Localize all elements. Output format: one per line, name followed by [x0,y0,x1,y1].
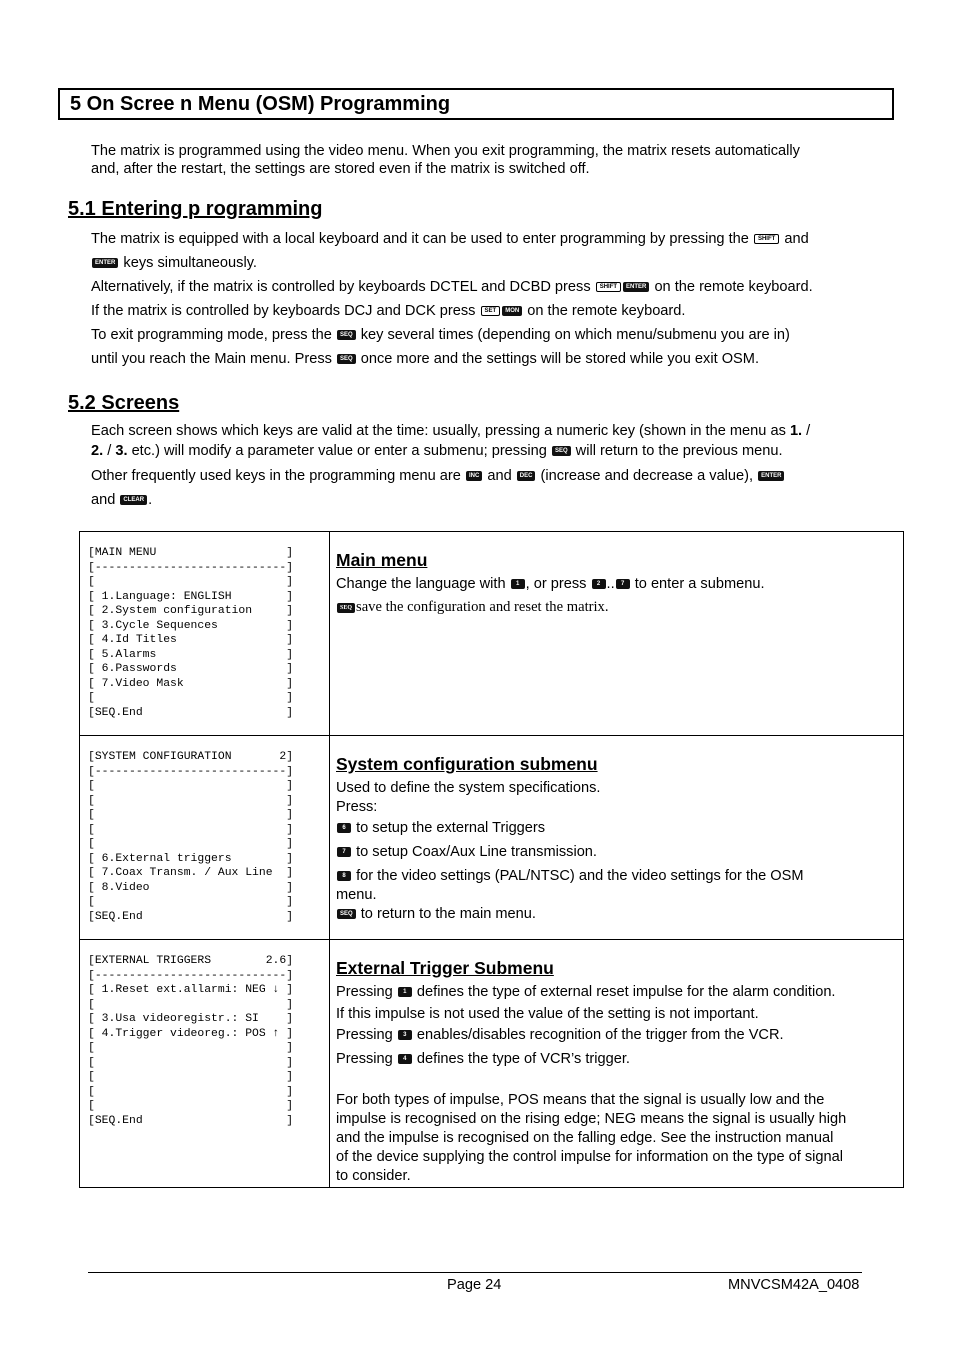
intro-line-1: The matrix is programmed using the video menu. When you exit programming, the matrix resets automatically [91,143,800,159]
row-line: If this impulse is not used the value of the setting is not important. [336,1006,759,1022]
shift-key-icon: SHIFT [596,282,621,292]
s51-line-1 [91,230,809,248]
text: for the video settings (PAL/NTSC) and the video settings for the OSM [356,868,804,884]
screen-cell [80,532,330,736]
text: on the remote keyboard. [527,303,686,319]
text: Each screen shows which keys are valid at the time: usually, pressing a numeric key (shown in the menu as [91,423,790,439]
enter-key-icon: ENTER [623,282,649,292]
row-line [336,1050,897,1069]
table-row [80,940,904,1188]
text: to setup the external Triggers [356,820,546,836]
enter-key-icon: ENTER [758,471,784,481]
s52-line-1 [91,422,810,440]
row-line: of the device supplying the control impulse for information on the type of signal [336,1149,844,1165]
shift-key-icon: SHIFT [754,234,779,244]
s52-line-3 [91,467,785,485]
row-line: Press: [336,799,378,815]
seq-key-icon: SEQ [337,354,356,364]
heading-5-1: 5.1 Entering p rogramming [68,198,323,220]
system-configuration-screen: [SYSTEM CONFIGURATION 2] [----------------------------] [ ] [ ] [ ] [ ] [ ] [ 6.External triggers ] [ 7.Coax Transm. / Aux Line ] [ 8.Video ] [ ] [SEQ.End ] [88,751,294,923]
text: and [487,468,512,484]
row-line: and the impulse is recognised on the falling edge. See the instruction manual [336,1130,834,1146]
text: Pressing [336,1027,393,1043]
text: Alternatively, if the matrix is controlled by keyboards DCTEL and DCBD press [91,279,591,295]
s51-line-2 [91,254,257,272]
s52-line-2 [91,442,783,460]
text: enables/disables recognition of the trigger from the VCR. [416,1027,784,1043]
row-title: System configuration submenu [336,754,598,774]
s52-line-4 [91,491,152,509]
text: etc.) will modify a parameter value or enter a submenu; pressing [127,443,547,459]
clear-key-icon: CLEAR [120,495,147,505]
s51-line-3 [91,278,813,296]
set-key-icon: SET [481,306,501,316]
text: to return to the main menu. [360,906,536,922]
text: (increase and decrease a value), [540,468,754,484]
key-6-icon: 6 [337,823,351,833]
text: to enter a submenu. [634,576,765,592]
seq-key-icon: SEQ [552,446,571,456]
row-line: For both types of impulse, POS means that the signal is usually low and the [336,1092,825,1108]
text: save the configuration and reset the matrix. [356,599,609,615]
screen-cell [80,736,330,940]
text: to setup Coax/Aux Line transmission. [356,844,597,860]
document-code: MNVCSM42A_0408 [728,1277,860,1293]
key-7-icon: 7 [616,579,630,589]
text: The matrix is equipped with a local keyboard and it can be used to enter programming by pressing the [91,231,749,247]
row-line: menu. [336,887,377,903]
s51-line-6 [91,350,759,368]
text: will return to the previous menu. [575,443,783,459]
text: .. [606,576,615,592]
text: keys simultaneously. [123,255,257,271]
text: 2. [91,443,104,459]
table-row [80,532,904,736]
row-line [336,867,897,886]
text: Pressing [336,984,393,1000]
table-row [80,736,904,940]
row-line [336,905,897,924]
key-1-icon: 1 [511,579,525,589]
seq-key-icon: SEQ [337,909,356,919]
text: / [103,443,116,459]
text: 3. [115,443,128,459]
row-title: External Trigger Submenu [336,958,554,978]
section-heading [58,88,894,120]
intro-line-2: and, after the restart, the settings are stored even if the matrix is switched off. [91,161,590,177]
text: until you reach the Main menu. Press [91,351,332,367]
text: defines the type of VCR’s trigger. [416,1051,630,1067]
text: defines the type of external reset impulse for the alarm condition. [416,984,836,1000]
text: once more and the settings will be stored while you exit OSM. [360,351,759,367]
row-line [336,819,897,838]
seq-key-icon: SEQ [337,603,355,613]
section-title: 5 On Scree n Menu (OSM) Programming [70,93,451,115]
footer-divider [88,1272,862,1273]
dec-key-icon: DEC [517,471,536,481]
text: on the remote keyboard. [654,279,813,295]
external-triggers-screen: [EXTERNAL TRIGGERS 2.6] [----------------------------] [ 1.Reset ext.allarmi: NEG ↓ ] [ ] [ 3.Usa videoregistr.: SI ] [ 4.Trigger videoreg.: POS ↑ ] [ ] [ ] [ ] [ ] [ ] [SEQ.End ] [88,955,294,1127]
row-line: to consider. [336,1168,411,1184]
text: key several times (depending on which menu/submenu you are in) [360,327,790,343]
key-7-icon: 7 [337,847,351,857]
text: , or press [525,576,587,592]
s51-line-5 [91,326,790,344]
text: Change the language with [336,576,506,592]
heading-5-2: 5.2 Screens [68,392,180,414]
inc-key-icon: INC [466,471,482,481]
key-2-icon: 2 [592,579,606,589]
text: and [784,231,809,247]
row-line [336,598,897,617]
text: To exit programming mode, press the [91,327,332,343]
key-8-icon: 8 [337,871,351,881]
key-3-icon: 3 [398,1030,412,1040]
row-title: Main menu [336,550,428,570]
row-line [336,575,897,594]
description-cell [330,736,904,940]
description-cell [330,940,904,1188]
s51-line-4 [91,302,685,320]
text: / [802,423,811,439]
enter-key-icon: ENTER [92,258,118,268]
text: Other frequently used keys in the programming menu are [91,468,461,484]
osm-screens-table [79,531,904,1188]
row-line: impulse is recognised on the rising edge; NEG means the signal is usually high [336,1111,847,1127]
page-number: Page 24 [447,1277,502,1293]
text: 1. [789,423,803,439]
text: . [148,492,153,508]
row-line [336,843,897,862]
row-line: Used to define the system specifications. [336,780,601,796]
text: and [91,492,116,508]
key-4-icon: 4 [398,1054,412,1064]
description-cell [330,532,904,736]
screen-cell [80,940,330,1188]
main-menu-screen: [MAIN MENU ] [----------------------------] [ ] [ 1.Language: ENGLISH ] [ 2.System configuration ] [ 3.Cycle Sequences ] [ 4.Id Titles ] [ 5.Alarms ] [ 6.Passwords ] [ 7.Video Mask ] [ ] [SEQ.End ] [88,547,294,719]
text: If the matrix is controlled by keyboards DCJ and DCK press [91,303,476,319]
row-line [336,1026,897,1045]
mon-key-icon: MON [502,306,522,316]
key-1-icon: 1 [398,987,412,997]
row-line [336,983,897,1002]
seq-key-icon: SEQ [337,330,356,340]
text: Pressing [336,1051,393,1067]
